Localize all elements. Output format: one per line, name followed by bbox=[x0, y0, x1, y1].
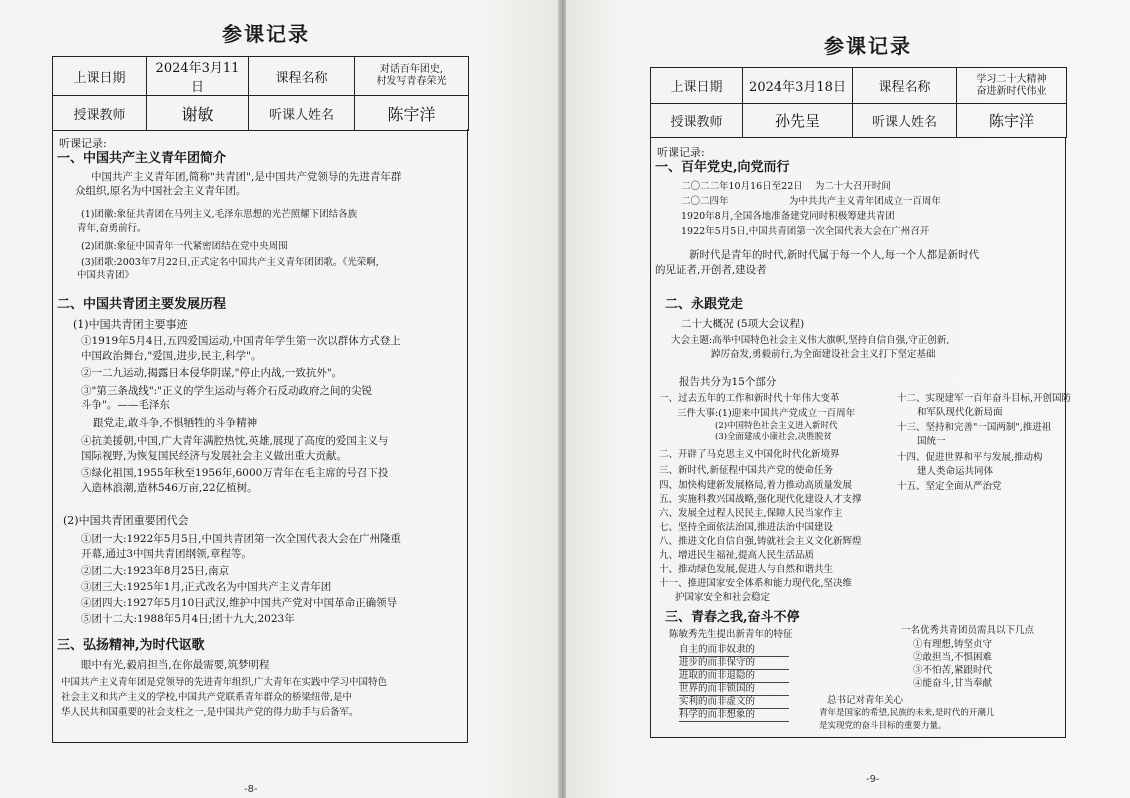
note-heading: 二、永跟党走 bbox=[665, 297, 744, 312]
note-line: ③"第三条战线":"正义的学生运动与蒋介石反动政府之间的尖锐 bbox=[81, 385, 373, 397]
note-line: ②一二九运动,揭露日本侵华阴谋,"停止内战,一致抗外"。 bbox=[81, 367, 343, 379]
note-line: ①团一大:1922年5月5日,中国共青团第一次全国代表大会在广州隆重 bbox=[81, 533, 401, 545]
note-line: ①1919年5月4日,五四爱国运动,中国青年学生第一次以群体方式登上 bbox=[81, 335, 401, 347]
listener-value: 陈宇洋 bbox=[355, 96, 469, 131]
note-line: (1)团徽:象征共青团在马列主义,毛泽东思想的光芒照耀下团结各族 bbox=[81, 209, 358, 220]
note-line: 入造林浪潮,造林546万亩,22亿植树。 bbox=[81, 482, 258, 494]
date-label: 上课日期 bbox=[651, 68, 743, 104]
note-line: 中国共产主义青年团,简称"共青团",是中国共产党领导的先进青年群 bbox=[91, 171, 402, 183]
note-line: 和军队现代化新局面 bbox=[917, 407, 1003, 418]
note-line: 踔厉奋发,勇毅前行,为全面建设社会主义打下坚定基础 bbox=[711, 349, 936, 360]
note-line: 十五、坚定全面从严治党 bbox=[897, 481, 1002, 492]
note-line: 众组织,原名为中国社会主义青年团。 bbox=[75, 185, 247, 197]
teacher-value: 孙先呈 bbox=[743, 104, 853, 138]
note-line: 九、增进民生福祉,提高人民生活品质 bbox=[659, 550, 815, 561]
note-line: 跟党走,敢斗争,不惧牺牲的斗争精神 bbox=[93, 417, 258, 429]
note-line: 进取的而非退隐的 bbox=[679, 669, 789, 683]
note-line: 实利的而非虚文的 bbox=[679, 695, 789, 709]
note-line: 八、推进文化自信自强,铸就社会主义文化新辉煌 bbox=[659, 536, 862, 547]
note-line: 自主的而非奴隶的 bbox=[679, 643, 789, 657]
note-line: 1920年8月,全国各地准备建党同时积极筹建共青团 bbox=[681, 211, 895, 222]
note-line: (2)团旗:象征中国青年一代紧密团结在党中央周围 bbox=[81, 241, 288, 252]
note-line: 中国共青团》 bbox=[77, 270, 135, 281]
page-title: 参课记录 bbox=[222, 22, 310, 46]
teacher-label: 授课教师 bbox=[53, 96, 147, 131]
note-heading: 三、青春之我,奋斗不停 bbox=[665, 610, 800, 625]
note-line: 青年,奋勇前行。 bbox=[77, 223, 147, 234]
note-subheading: (2)中国共青团重要团代会 bbox=[63, 514, 189, 527]
note-line: ④抗美援朝,中国,广大青年满腔热忱,英雄,展现了高度的爱国主义与 bbox=[81, 435, 389, 447]
note-line: 一名优秀共青团员需具以下几点 bbox=[901, 625, 1035, 636]
left-page bbox=[0, 0, 560, 798]
note-line: 1922年5月5日,中国共青团第一次全国代表大会在广州召开 bbox=[681, 226, 930, 237]
note-line: 中国共产主义青年团是党领导的先进青年组织,广大青年在实践中学习中国特色 bbox=[61, 677, 388, 688]
teacher-label: 授课教师 bbox=[651, 104, 743, 138]
note-line: ③不怕苦,紧跟时代 bbox=[913, 665, 993, 676]
note-line: 二、开辟了马克思主义中国化时代化新境界 bbox=[659, 449, 840, 460]
note-line: 青年是国家的希望,民族的未来,是时代的开潮儿 bbox=[819, 708, 995, 718]
note-line: ④团四大:1927年5月10日武汉,维护中国共产党对中国革命正确领导 bbox=[81, 597, 398, 609]
note-line: ③团三大:1925年1月,正式改名为中国共产主义青年团 bbox=[81, 581, 332, 593]
note-line: 陈敏秀先生提出新青年的特征 bbox=[669, 629, 793, 640]
note-line: 听课记录: bbox=[59, 137, 107, 150]
note-line: 二〇二四年 为中共共产主义青年团成立一百周年 bbox=[681, 196, 941, 207]
course-value-line-2: 奋进新时代伟业 bbox=[976, 85, 1047, 97]
note-line: 二〇二二年10月16日至22日 为二十大召开时间 bbox=[681, 181, 891, 192]
page-number: -9- bbox=[866, 774, 880, 785]
note-line: (3)全面建成小康社会,决胜脱贫 bbox=[715, 432, 832, 442]
header-table bbox=[650, 67, 1067, 138]
course-value-line-2: 村发写青春荣光 bbox=[376, 76, 447, 87]
note-line: 护国家安全和社会稳定 bbox=[675, 592, 771, 603]
teacher-value: 谢敏 bbox=[147, 96, 249, 131]
note-line: 进步的而非保守的 bbox=[679, 656, 789, 670]
note-line: 听课记录: bbox=[657, 146, 705, 159]
note-heading: 三、弘扬精神,为时代讴歌 bbox=[57, 638, 205, 653]
course-label: 课程名称 bbox=[853, 68, 957, 104]
note-heading: 一、中国共产主义青年团简介 bbox=[57, 151, 227, 166]
note-line: 国统一 bbox=[917, 436, 946, 447]
note-line: 的见证者,开创者,建设者 bbox=[655, 264, 767, 276]
note-line: 华人民共和国重要的社会支柱之一,是中国共产党的得力助手与后备军。 bbox=[61, 707, 359, 718]
note-line: 科学的而非想象的 bbox=[679, 708, 789, 722]
note-line: ⑤绿化祖国,1955年秋至1956年,6000万青年在毛主席的号召下投 bbox=[81, 467, 389, 479]
note-line: 二十大概况 (5项大会议程) bbox=[681, 318, 805, 330]
course-value-line-1: 对话百年团史, bbox=[379, 64, 444, 75]
note-line: 眼中有光,毅肩担当,在你最需要,筑梦明程 bbox=[81, 659, 270, 671]
note-line: 三件大事:(1)迎来中国共产党成立一百周年 bbox=[677, 408, 856, 419]
note-line: ④能奋斗,甘当奉献 bbox=[913, 678, 993, 689]
course-value bbox=[957, 68, 1067, 104]
note-line: 斗争"。——毛泽东 bbox=[81, 399, 170, 411]
listener-label: 听课人姓名 bbox=[853, 104, 957, 138]
course-value-line-1: 学习二十大精神 bbox=[976, 73, 1047, 85]
note-line: (2)中国特色社会主义进入新时代 bbox=[715, 421, 838, 431]
note-heading: 二、中国共青团主要发展历程 bbox=[57, 297, 227, 312]
note-line: (3)团歌:2003年7月22日,正式定名中国共产主义青年团团歌。《光荣啊, bbox=[81, 257, 379, 268]
note-line: 四、加快构建新发展格局,着力推动高质量发展 bbox=[659, 480, 853, 491]
note-line: 中国政治舞台,"爱国,进步,民主,科学"。 bbox=[81, 350, 262, 362]
note-line: 十一、推进国家安全体系和能力现代化,坚决维 bbox=[659, 578, 853, 589]
note-line: 五、实施科教兴国战略,强化现代化建设人才支撑 bbox=[659, 494, 862, 505]
note-line: 报告共分为15个部分 bbox=[679, 376, 777, 388]
date-label: 上课日期 bbox=[53, 57, 147, 96]
note-line: 一、过去五年的工作和新时代十年伟大变革 bbox=[659, 393, 840, 404]
note-line: 建人类命运共同体 bbox=[917, 466, 994, 477]
note-line: 十三、坚持和完善"一国两制",推进祖 bbox=[897, 422, 1052, 433]
course-label: 课程名称 bbox=[249, 57, 355, 96]
note-line: ⑤团十二大:1988年5月4日;团十九大,2023年 bbox=[81, 613, 295, 625]
note-line: 三、新时代,新征程中国共产党的使命任务 bbox=[659, 465, 834, 476]
date-value: 2024年3月11日 bbox=[147, 57, 249, 96]
note-line: 十、推动绿色发展,促进人与自然和谐共生 bbox=[659, 564, 834, 575]
listener-label: 听课人姓名 bbox=[249, 96, 355, 131]
note-line: 新时代是青年的时代,新时代属于每一个人,每一个人都是新时代 bbox=[689, 249, 980, 261]
note-line: 国际视野,为恢复国民经济与发展社会主义做出重大贡献。 bbox=[81, 450, 347, 462]
note-line: 社会主义和共产主义的学校,中国共产党联系青年群众的桥梁纽带,是中 bbox=[61, 692, 353, 703]
note-line: 是实现党的奋斗目标的重要力量。 bbox=[819, 721, 947, 731]
note-line: 大会主题:高举中国特色社会主义伟大旗帜,坚持自信自强,守正创新, bbox=[671, 335, 950, 346]
page-number: -8- bbox=[244, 784, 258, 795]
note-heading: 一、百年党史,向党而行 bbox=[655, 160, 790, 175]
note-line: ①有理想,铸坚贞守 bbox=[913, 639, 993, 650]
date-value: 2024年3月18日 bbox=[743, 68, 853, 104]
note-line: ②敢担当,不惧困难 bbox=[913, 652, 993, 663]
note-line: 十二、实现建军一百年奋斗目标,开创国防 bbox=[897, 393, 1072, 404]
note-line: 开幕,通过3中国共青团纲领,章程等。 bbox=[81, 548, 252, 560]
note-subheading: (1)中国共青团主要事迹 bbox=[73, 318, 188, 331]
header-table bbox=[52, 56, 469, 131]
listener-value: 陈宇洋 bbox=[957, 104, 1067, 138]
right-page bbox=[566, 0, 1130, 798]
notes-area bbox=[650, 138, 1072, 738]
note-line: 世界的而非锁国的 bbox=[679, 682, 789, 696]
notes-area bbox=[52, 129, 468, 743]
note-line: 七、坚持全面依法治国,推进法治中国建设 bbox=[659, 522, 834, 533]
note-line: 十四、促进世界和平与发展,推动构 bbox=[897, 452, 1043, 463]
note-line: 六、发展全过程人民民主,保障人民当家作主 bbox=[659, 508, 843, 519]
page-title: 参课记录 bbox=[824, 34, 912, 58]
note-line: ②团二大:1923年8月25日,南京 bbox=[81, 565, 230, 577]
note-line: 总书记对青年关心 bbox=[827, 695, 904, 706]
course-value bbox=[355, 57, 469, 96]
